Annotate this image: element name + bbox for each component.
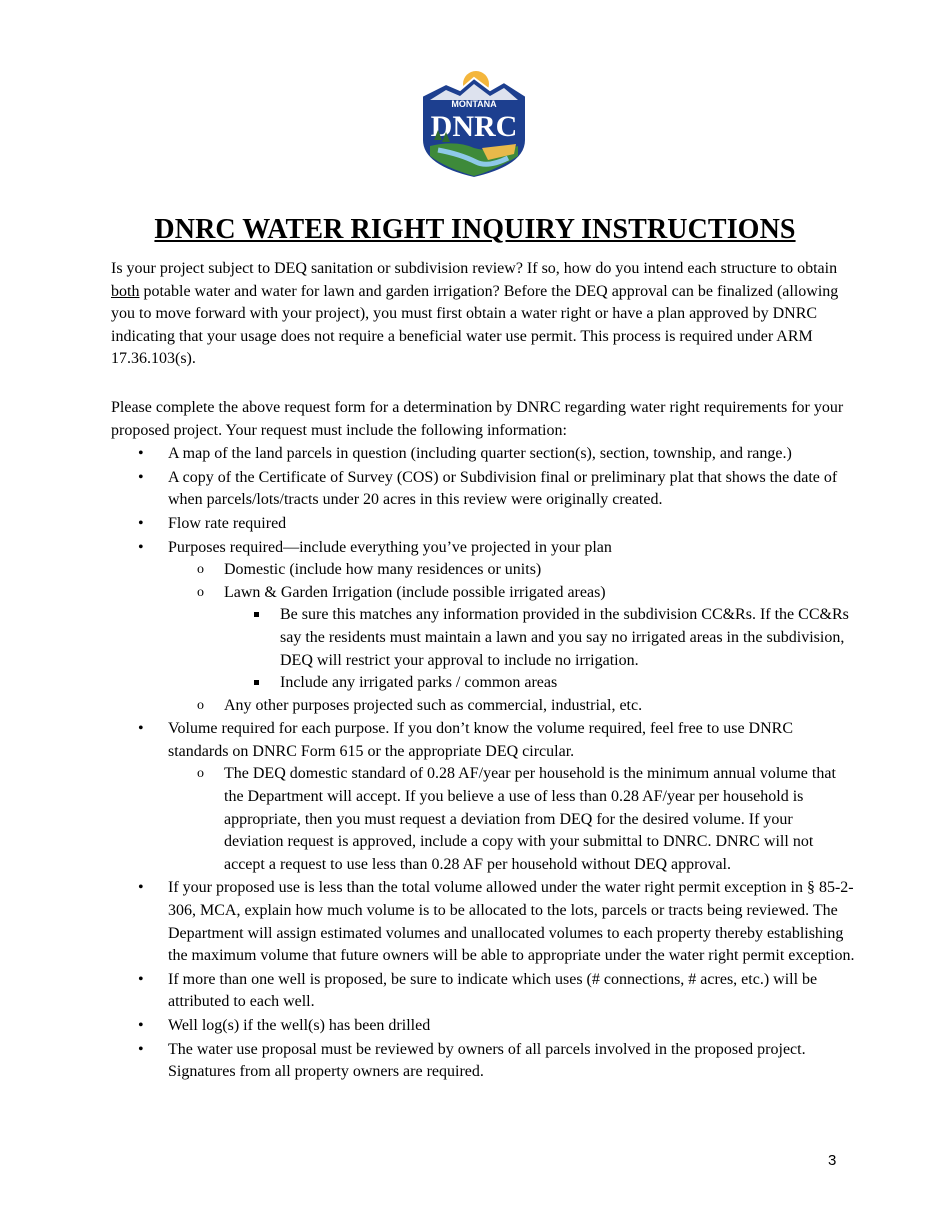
list-item: Be sure this matches any information provided in the subdivision CC&Rs. If the CC&Rs say the residents must maintain a lawn and you say no irrigated areas in the subdivision, DEQ will restrict your approval to include no irrigation.	[224, 604, 856, 672]
list-item: o Domestic (include how many residences or units)	[168, 559, 856, 582]
page-title: DNRC WATER RIGHT INQUIRY INSTRUCTIONS	[154, 214, 796, 245]
request-paragraph: Please complete the above request form for a determination by DNRC regarding water right requirements for your proposed project. Your request must include the following information:	[111, 398, 844, 439]
list-item: Include any irrigated parks / common areas	[224, 672, 856, 695]
volume-sublist	[168, 763, 856, 876]
intro-paragraph: Is your project subject to DEQ sanitation or subdivision review? If so, how do you intend each structure to obtain both potable water and water for lawn and garden irrigation? Before the DEQ approval can be finalized (allowing you to move forward with your project), you must first obtain a water right or have a plan approved by DNRC indicating that your usage does not require a beneficial water use permit. This process is required under ARM 17.36.103(s).	[111, 260, 839, 368]
page-number: 3	[828, 1152, 837, 1169]
instructions-body	[111, 258, 856, 1084]
list-item: • A copy of the Certificate of Survey (COS) or Subdivision final or preliminary plat that shows the date of when parcels/lots/tracts under 20 acres in this review were originally created.	[111, 467, 856, 512]
irrigation-sublist	[224, 604, 856, 694]
purposes-sublist	[168, 559, 856, 717]
montana-dnrc-logo	[416, 70, 532, 180]
list-item: o Any other purposes projected such as commercial, industrial, etc.	[168, 695, 856, 718]
list-item: • If your proposed use is less than the total volume allowed under the water right permit exception in § 85-2-306, MCA, explain how much volume is to be allocated to the lots, parcels or tracts being reviewed. The Department will assign estimated volumes and unallocated volumes to each property thereby establishing the maximum volume that future owners will be able to appropriate under the water right permit exception.	[111, 877, 856, 967]
list-item: • Purposes required—include everything you’ve projected in your plan o Domestic (include how many residences or units) o Lawn & Garden Irrigation (include possible irrigated areas) Be sure this matches any information provided in the subdivision CC&Rs. If the CC&Rs say the residents must maintain a lawn and you say no irrigated areas in the subdivision, DEQ will restrict your approval to include no irrigation. Include any irrigated parks / common areas o Any other purposes projected such as commercial, industrial, etc.	[111, 537, 856, 718]
logo-state-text: MONTANA	[451, 99, 497, 109]
list-item: • Volume required for each purpose. If you don’t know the volume required, feel free to use DNRC standards on DNRC Form 615 or the appropriate DEQ circular. o The DEQ domestic standard of 0.28 AF/year per household is the minimum annual volume that the Department will accept. If you believe a use of less than 0.28 AF/year per household is appropriate, then you must request a deviation from DEQ for the desired volume. If your deviation request is approved, include a copy with your submittal to DNRC. DNRC will not accept a request to use less than 0.28 AF per household without DEQ approval.	[111, 718, 856, 876]
list-item: • A map of the land parcels in question (including quarter section(s), section, township, and range.)	[111, 443, 856, 466]
list-item: • The water use proposal must be reviewed by owners of all parcels involved in the proposed project. Signatures from all property owners are required.	[111, 1039, 856, 1084]
emphasis-both: both	[111, 282, 140, 300]
list-item: • Well log(s) if the well(s) has been drilled	[111, 1015, 856, 1038]
list-item: • Flow rate required	[111, 513, 856, 536]
list-item: o Lawn & Garden Irrigation (include possible irrigated areas) Be sure this matches any information provided in the subdivision CC&Rs. If the CC&Rs say the residents must maintain a lawn and you say no irrigated areas in the subdivision, DEQ will restrict your approval to include no irrigation. Include any irrigated parks / common areas	[168, 582, 856, 695]
requirements-list	[111, 443, 856, 1084]
list-item: • If more than one well is proposed, be sure to indicate which uses (# connections, # acres, etc.) will be attributed to each well.	[111, 969, 856, 1014]
logo-agency-text: DNRC	[430, 110, 518, 143]
list-item: o The DEQ domestic standard of 0.28 AF/year per household is the minimum annual volume that the Department will accept. If you believe a use of less than 0.28 AF/year per household is appropriate, then you must request a deviation from DEQ for the desired volume. If your deviation request is approved, include a copy with your submittal to DNRC. DNRC will not accept a request to use less than 0.28 AF per household without DEQ approval.	[168, 763, 856, 876]
